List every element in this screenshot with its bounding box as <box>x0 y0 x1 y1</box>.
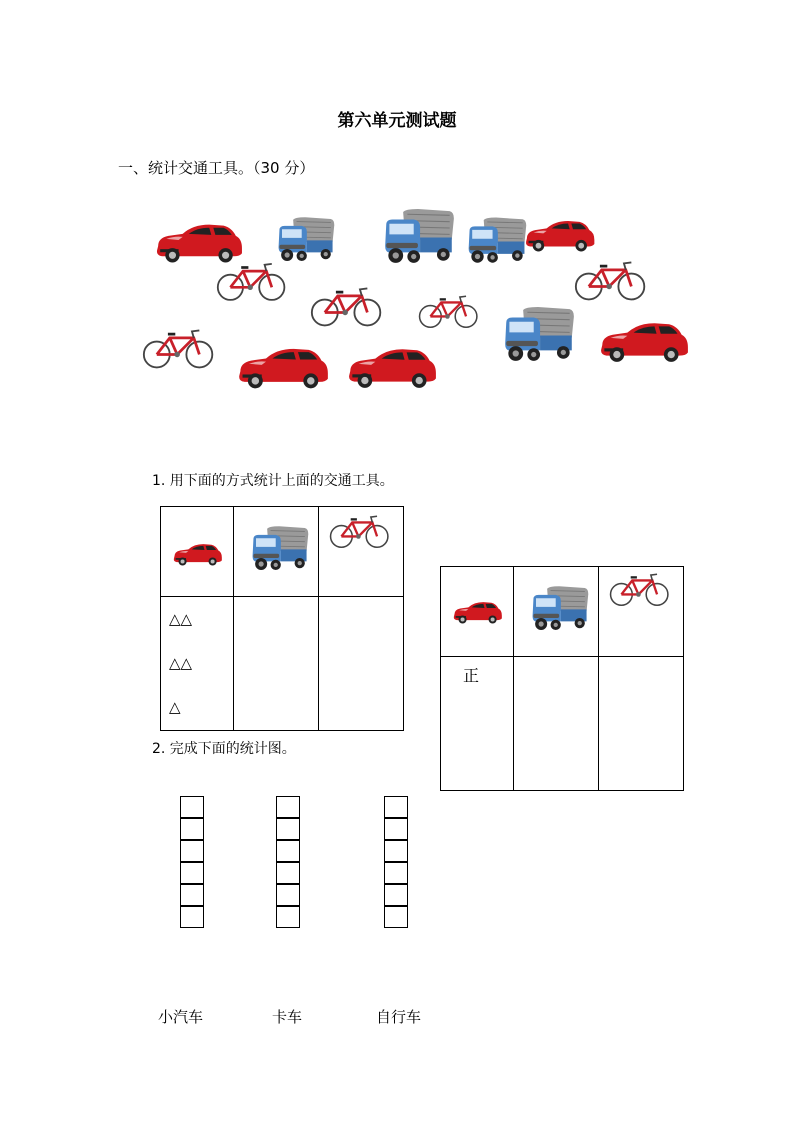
car-icon <box>157 225 242 263</box>
header-bicycle <box>319 507 404 597</box>
bicycle-icon <box>144 330 212 367</box>
header-bicycle <box>599 567 684 657</box>
car-icon <box>174 544 222 565</box>
chart-box[interactable] <box>384 818 408 840</box>
vehicle-illustration <box>140 200 700 400</box>
tally-mark: 正 <box>463 666 480 685</box>
bicycle-icon <box>611 574 668 605</box>
bicycle-tally-cell[interactable] <box>319 597 404 731</box>
car-tally-cell <box>161 597 234 731</box>
tally-table-triangles <box>160 506 404 731</box>
tally-mark: △△ <box>169 654 193 672</box>
tally-table-zheng <box>440 566 684 791</box>
car-icon <box>601 323 688 362</box>
header-car <box>161 507 234 597</box>
car-icon <box>239 349 328 388</box>
chart-box[interactable] <box>276 884 300 906</box>
chart-box[interactable] <box>180 796 204 818</box>
header-truck <box>234 507 319 597</box>
truck-icon <box>253 526 309 570</box>
truck-tally-cell[interactable] <box>514 657 599 791</box>
chart-box[interactable] <box>180 818 204 840</box>
chart-box[interactable] <box>276 796 300 818</box>
bicycle-icon <box>312 288 380 325</box>
bicycle-icon <box>420 296 477 327</box>
chart-box[interactable] <box>384 796 408 818</box>
label-truck: 卡车 <box>272 1008 303 1026</box>
car-tally-cell <box>441 657 514 791</box>
truck-icon <box>533 586 589 630</box>
truck-icon <box>469 218 527 263</box>
chart-box[interactable] <box>276 818 300 840</box>
chart-box[interactable] <box>384 862 408 884</box>
chart-box[interactable] <box>384 840 408 862</box>
tally-mark: △ <box>169 698 181 716</box>
chart-box[interactable] <box>276 862 300 884</box>
chart-box[interactable] <box>180 840 204 862</box>
header-car <box>441 567 514 657</box>
truck-icon <box>385 209 454 263</box>
question-1: 1. 用下面的方式统计上面的交通工具。 <box>152 473 394 489</box>
chart-box[interactable] <box>276 906 300 928</box>
tally-mark: △△ <box>169 610 193 628</box>
page-title: 第六单元测试题 <box>337 111 457 131</box>
bicycle-tally-cell[interactable] <box>599 657 684 791</box>
chart-box[interactable] <box>180 862 204 884</box>
label-car: 小汽车 <box>158 1008 204 1026</box>
label-bicycle: 自行车 <box>376 1008 422 1026</box>
car-icon <box>454 602 502 623</box>
car-icon <box>349 349 436 388</box>
chart-box[interactable] <box>384 906 408 928</box>
truck-icon <box>279 217 335 261</box>
section-heading: 一、统计交通工具。（30 分） <box>118 159 315 177</box>
bicycle-icon <box>218 264 285 300</box>
car-icon <box>526 221 594 251</box>
chart-box[interactable] <box>276 840 300 862</box>
truck-tally-cell[interactable] <box>234 597 319 731</box>
bicycle-icon <box>576 262 644 299</box>
chart-box[interactable] <box>180 884 204 906</box>
question-2: 2. 完成下面的统计图。 <box>152 741 296 757</box>
chart-box[interactable] <box>384 884 408 906</box>
header-truck <box>514 567 599 657</box>
truck-icon <box>505 307 574 361</box>
chart-box[interactable] <box>180 906 204 928</box>
bicycle-icon <box>331 516 388 547</box>
